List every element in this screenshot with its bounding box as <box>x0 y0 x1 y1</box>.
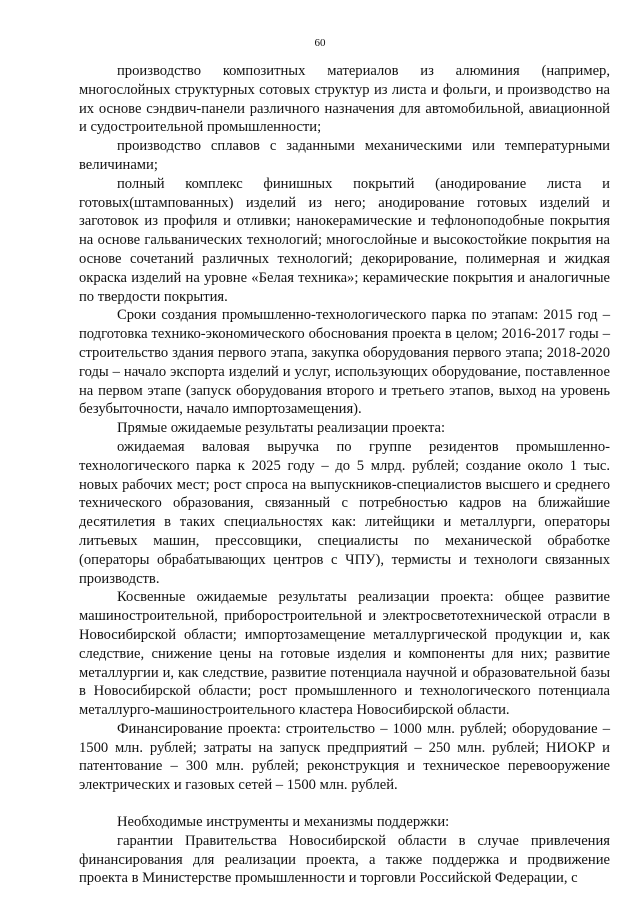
paragraph-financing: Финансирование проекта: строительство – 1000 млн. рублей; оборудование – 1500 млн. рублей; затраты на запуск предприятий – 250 млн. рублей; НИОКР и патентование – 300 млн. рублей; реконструкция и техническое перевооружение электрических и газовых сетей – 1500 млн. рублей. <box>79 720 610 794</box>
paragraph-alloys: производство сплавов с заданными механическими или температурными величинами; <box>79 138 610 173</box>
paragraph-direct-results-heading: Прямые ожидаемые результаты реализации проекта: <box>117 420 446 437</box>
paragraph-timeline: Сроки создания промышленно-технологического парка по этапам: 2015 год – подготовка технико-экономического обоснования проекта в целом; 2016-2017 годы – строительство здания первого этапа, закупка оборудования первого этапа; 2018-2020 годы – начало экспорта изделий и услуг, использующих оборудование, поставленное на первом этапе (запуск оборудования второго и третьего этапов, выход на уровень безубыточности, начало импортозамещения). <box>79 307 610 418</box>
page-number: 60 <box>314 37 326 49</box>
paragraph-guarantees: гарантии Правительства Новосибирской области в случае привлечения финансирования для реализации проекта, а также поддержка и продвижение проекта в Министерстве промышленности и торговли Российской Федерации, с <box>79 832 610 887</box>
paragraph-composite-materials: производство композитных материалов из алюминия (например, многослойных структурных сотовых структур из листа и фольги, и производство на их основе сэндвич-панели различного назначения для автомобильной, авиационной и судостроительной промышленности; <box>79 63 610 136</box>
document-body <box>79 62 610 888</box>
paragraph-indirect-results: Косвенные ожидаемые результаты реализации проекта: общее развитие машиностроительной, приборостроительной и электросветотехнической отрасли в Новосибирской области; импортозамещение металлургической продукции и, как следствие, снижение цены на готовые изделия и компоненты для них; развитие металлургии и, как следствие, развитие потенциала научной и образовательной базы в Новосибирской области; рост промышленного и технологического потенциала металлурго-машиностроительного кластера Новосибирской области. <box>79 589 610 719</box>
paragraph-finishing-coatings: полный комплекс финишных покрытий (анодирование листа и готовых(штампованных) изделий из него; анодирование готовых изделий и заготовок из профиля и отливки; нанокерамические и тефлоноподобные покрытия на основе гальванических технологий; многослойные и высокостойкие покрытия на основе сочетаний различных технологий; декорирование, полимерная и жидкая окраска изделий на уровне «Белая техника»; керамические покрытия и аналогичные по твердости покрытия. <box>79 175 610 305</box>
paragraph-support-heading: Необходимые инструменты и механизмы поддержки: <box>117 814 450 831</box>
paragraph-direct-results: ожидаемая валовая выручка по группе резидентов промышленно-технологического парка к 2025 году – до 5 млрд. рублей; создание около 1 тыс. новых рабочих мест; рост спроса на выпускников-специалистов высшего и среднего технического образования, связанный с потребностью кадров на ближайшие десятилетия в таких специальностях как: литейщики и металлурги, операторы литьевых машин, прессовщики, специалисты по механической обработке (операторы обрабатывающих центров с ЧПУ), термисты и технологи связанных производств. <box>79 438 610 587</box>
